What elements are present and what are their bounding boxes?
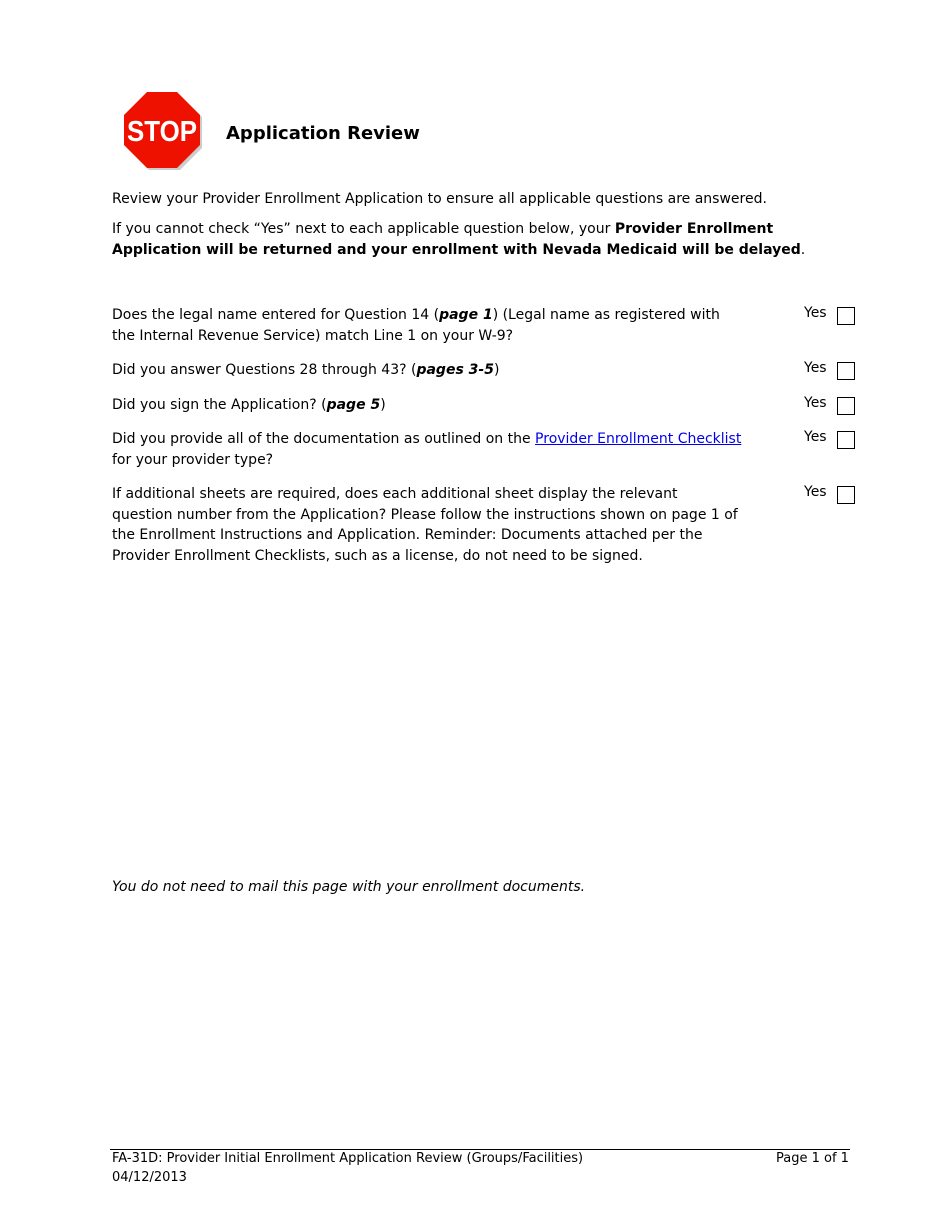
yes-label: Yes — [804, 305, 827, 321]
yes-label: Yes — [804, 360, 827, 376]
provider-enrollment-checklist-link[interactable]: Provider Enrollment Checklist — [535, 431, 742, 447]
footer-date: 04/12/2013 — [112, 1170, 187, 1185]
intro-text: Review your Provider Enrollment Application to ensure all applicable questions are answered. — [112, 191, 767, 207]
question-4: Did you provide all of the documentation as outlined on the Provider Enrollment Checklist for your provider type? — [112, 431, 742, 468]
page-title: Application Review — [226, 123, 420, 144]
question-2: Did you answer Questions 28 through 43? (pages 3-5) — [112, 362, 500, 378]
question-3: Did you sign the Application? (page 5) — [112, 397, 386, 413]
yes-checkbox-2[interactable] — [837, 362, 855, 380]
yes-label: Yes — [804, 395, 827, 411]
footer-divider — [110, 1149, 850, 1150]
yes-checkbox-1[interactable] — [837, 307, 855, 325]
yes-checkbox-4[interactable] — [837, 431, 855, 449]
page-number: Page 1 of 1 — [776, 1151, 849, 1166]
yes-checkbox-5[interactable] — [837, 486, 855, 504]
stop-sign-icon — [124, 92, 202, 170]
yes-label: Yes — [804, 429, 827, 445]
footer-form-title: FA-31D: Provider Initial Enrollment Application Review (Groups/Facilities) — [112, 1151, 584, 1166]
yes-label: Yes — [804, 484, 827, 500]
question-1: Does the legal name entered for Question 14 (page 1) (Legal name as registered with the Internal Revenue Service) match Line 1 on your W-9? — [112, 307, 720, 344]
question-5: If additional sheets are required, does each additional sheet display the relevant question number from the Application? Please follow the instructions shown on page 1 of the Enrollment Instructions and Application. Reminder: Documents attached per the Provider Enrollment Checklists, such as a license, do not need to be signed. — [112, 486, 738, 564]
mailing-note: You do not need to mail this page with your enrollment documents. — [112, 879, 586, 895]
svg-text:STOP: STOP — [127, 116, 197, 148]
warning-text: If you cannot check “Yes” next to each applicable question below, your Provider Enrollment Application will be returned and your enrollment with Nevada Medicaid will be delayed. — [112, 221, 806, 258]
yes-checkbox-3[interactable] — [837, 397, 855, 415]
